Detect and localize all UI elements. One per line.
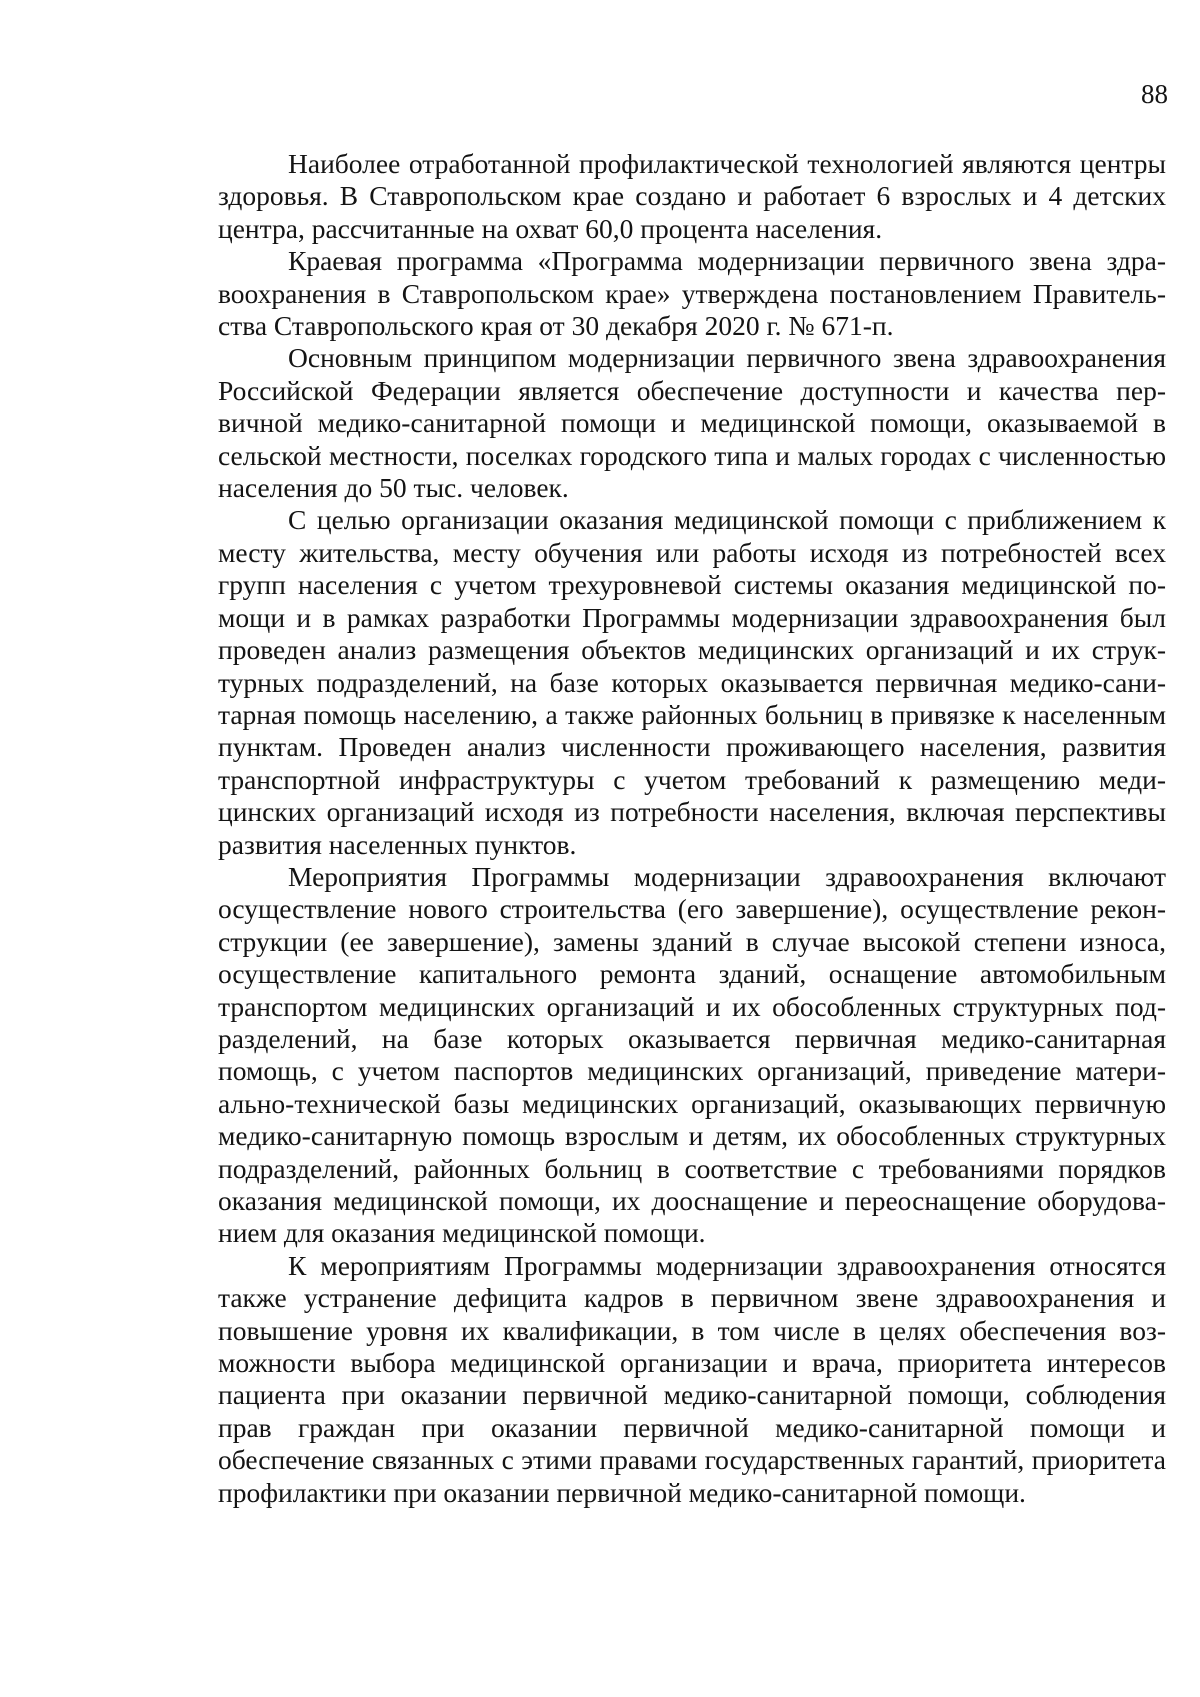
paragraph-modernization-principle: Основным принципом модернизации первичного звена здравоохранения Российской Федерации является обеспечение доступности и качества первичной медико-санитарной помощи и медицинской помощи, оказываемой в сельской местности, поселках городского типа и малых городах с численностью населения до 50 тыс. человек. — [218, 342, 1166, 504]
page-number: 88 — [1141, 79, 1168, 109]
paragraph-staffing-activities: К мероприятиям Программы модернизации здравоохранения относятся также устранение дефицита кадров в первичном звене здравоохранения и повышение уровня их квалификации, в том числе в целях обеспечения возможности выбора медицинской организации и врача, приоритета интересов пациента при оказании первичной медико-санитарной помощи, соблюдения прав граждан при оказании первичной медико-санитарной помощи и обеспечение связанных с этими правами государственных гарантий, приоритета профилактики при оказании первичной медико-санитарной помощи. — [218, 1249, 1166, 1508]
paragraph-program-activities: Мероприятия Программы модернизации здравоохранения включают осуществление нового строительства (его завершение), осуществление реконструкции (ее завершение), замены зданий в случае высокой степени износа, осуществление капитального ремонта зданий, оснащение автомобильным транспортом медицинских организаций и их обособленных структурных подразделений, на базе которых оказывается первичная медико-санитарная помощь, с учетом паспортов медицинских организаций, приведение материально-технической базы медицинских организаций, оказывающих первичную медико-санитарную помощь взрослым и детям, их обособленных структурных подразделений, районных больниц в соответствие с требованиями порядков оказания медицинской помощи, их дооснащение и переоснащение оборудованием для оказания медицинской помощи. — [218, 860, 1166, 1249]
paragraph-placement-analysis: С целью организации оказания медицинской помощи с приближением к месту жительства, месту обучения или работы исходя из потребностей всех групп населения с учетом трехуровневой системы оказания медицинской помощи и в рамках разработки Программы модернизации здравоохранения был проведен анализ размещения объектов медицинских организаций и их структурных подразделений, на базе которых оказывается первичная медико-санитарная помощь населению, а также районных больниц в привязке к населенным пунктам. Проведен анализ численности проживающего населения, развития транспортной инфраструктуры с учетом требований к размещению медицинских организаций исходя из потребности населения, включая перспективы развития населенных пунктов. — [218, 504, 1166, 860]
document-body — [218, 148, 1166, 1509]
paragraph-health-centers: Наиболее отработанной профилактической технологией являются центры здоровья. В Ставропольском крае создано и работает 6 взрослых и 4 детских центра, рассчитанные на охват 60,0 процента населения. — [218, 148, 1166, 244]
paragraph-regional-program: Краевая программа «Программа модернизации первичного звена здравоохранения в Ставропольском крае» утверждена постановлением Правительства Ставропольского края от 30 декабря 2020 г. № 671-п. — [218, 245, 1166, 342]
